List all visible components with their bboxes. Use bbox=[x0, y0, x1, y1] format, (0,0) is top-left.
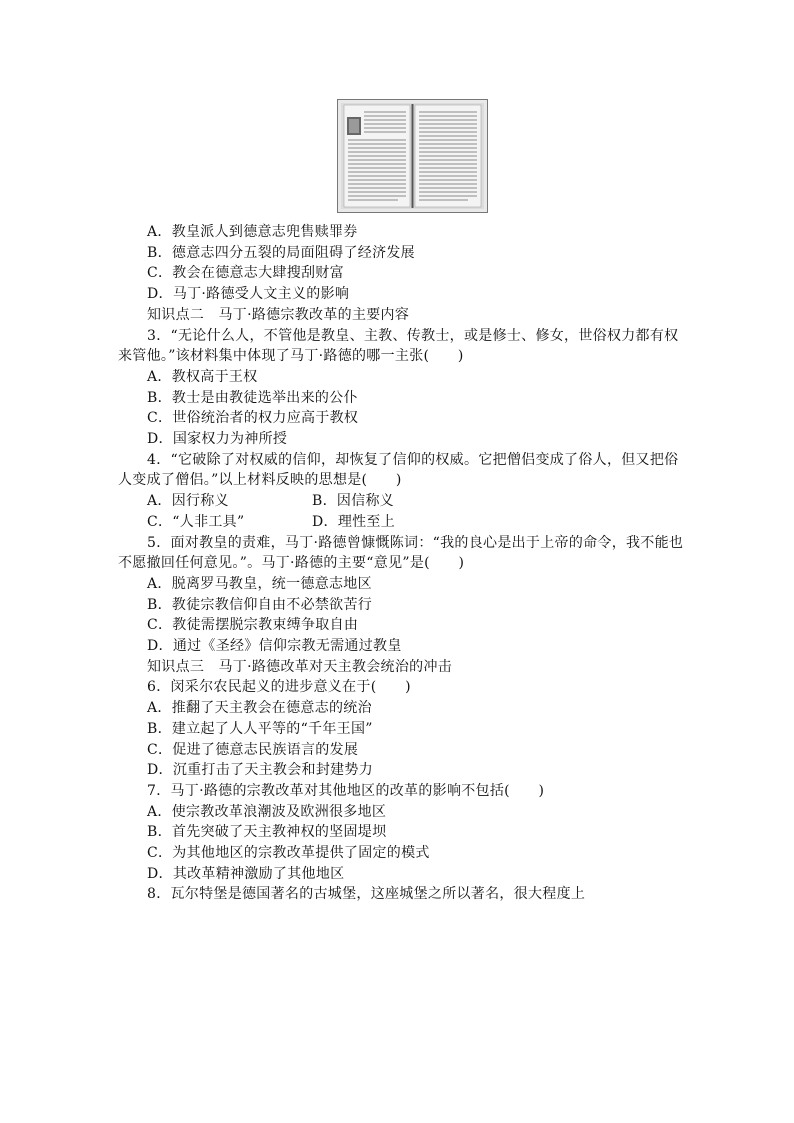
q4-option-c: C．“人非工具” bbox=[147, 513, 245, 530]
q4-stem: 4．“它破除了对权威的信仰，却恢复了信仰的权威。它把僧侣变成了俗人，但又把俗 bbox=[147, 451, 679, 468]
section-heading-2: 知识点二 马丁·路德宗教改革的主要内容 bbox=[147, 306, 410, 323]
q2-option-b: B．德意志四分五裂的局面阻碍了经济发展 bbox=[147, 244, 415, 261]
q3-option-a: A．教权高于王权 bbox=[147, 368, 258, 385]
q6-option-b: B．建立起了人人平等的“千年王国” bbox=[147, 720, 373, 737]
q7-stem: 7．马丁·路德的宗教改革对其他地区的改革的影响不包括( ) bbox=[147, 782, 545, 799]
q3-stem-cont: 来管他。”该材料集中体现了马丁·路德的哪一主张( ) bbox=[118, 348, 464, 365]
q7-option-b: B．首先突破了天主教神权的坚固堤坝 bbox=[147, 824, 387, 841]
q5-option-c: C．教徒需摆脱宗教束缚争取自由 bbox=[147, 617, 359, 634]
q3-option-c: C．世俗统治者的权力应高于教权 bbox=[147, 410, 359, 427]
open-book-image bbox=[337, 99, 488, 213]
q8-stem: 8．瓦尔特堡是德国著名的古城堡，这座城堡之所以著名，很大程度上 bbox=[147, 886, 586, 903]
q4-stem-cont: 人变成了僧侣。”以上材料反映的思想是( ) bbox=[118, 472, 402, 489]
q5-stem-cont: 不愿撤回任何意见。”。马丁·路德的主要“意见”是( ) bbox=[118, 555, 465, 572]
q6-option-c: C．促进了德意志民族语言的发展 bbox=[147, 741, 359, 758]
q3-stem: 3．“无论什么人，不管他是教皇、主教、传教士，或是修士、修女，世俗权力都有权 bbox=[147, 327, 679, 344]
q5-stem: 5．面对教皇的责难，马丁·路德曾慷慨陈词：“我的良心是出于上帝的命令，我不能也 bbox=[147, 534, 684, 551]
q4-option-b: B．因信称义 bbox=[312, 493, 395, 510]
q7-option-a: A．使宗教改革浪潮波及欧洲很多地区 bbox=[147, 803, 387, 820]
q5-option-d: D．通过《圣经》信仰宗教无需通过教皇 bbox=[147, 638, 402, 654]
q2-option-d: D．马丁·路德受人文主义的影响 bbox=[147, 286, 350, 303]
q3-option-b: B．教士是由教徒选举出来的公仆 bbox=[147, 389, 358, 406]
q6-option-d: D．沉重打击了天主教会和封建势力 bbox=[147, 762, 374, 779]
book-illustration bbox=[338, 100, 487, 212]
q2-option-a: A．教皇派人到德意志兜售赎罪券 bbox=[147, 224, 358, 240]
q7-option-c: C．为其他地区的宗教改革提供了固定的模式 bbox=[147, 845, 430, 861]
q3-option-d: D．国家权力为神所授 bbox=[147, 431, 288, 447]
q2-option-c: C．教会在德意志大肆搜刮财富 bbox=[147, 265, 344, 282]
section-heading-3: 知识点三 马丁·路德改革对天主教会统治的冲击 bbox=[147, 658, 453, 675]
q7-option-d: D．其改革精神激励了其他地区 bbox=[147, 865, 345, 882]
q5-option-a: A．脱离罗马教皇，统一德意志地区 bbox=[147, 575, 372, 592]
q6-stem: 6．闵采尔农民起义的进步意义在于( ) bbox=[147, 679, 411, 696]
q4-option-a: A．因行称义 bbox=[147, 493, 229, 510]
q5-option-b: B．教徒宗教信仰自由不必禁欲苦行 bbox=[147, 596, 373, 613]
q6-option-a: A．推翻了天主教会在德意志的统治 bbox=[147, 700, 372, 717]
q4-option-d: D．理性至上 bbox=[312, 513, 396, 530]
